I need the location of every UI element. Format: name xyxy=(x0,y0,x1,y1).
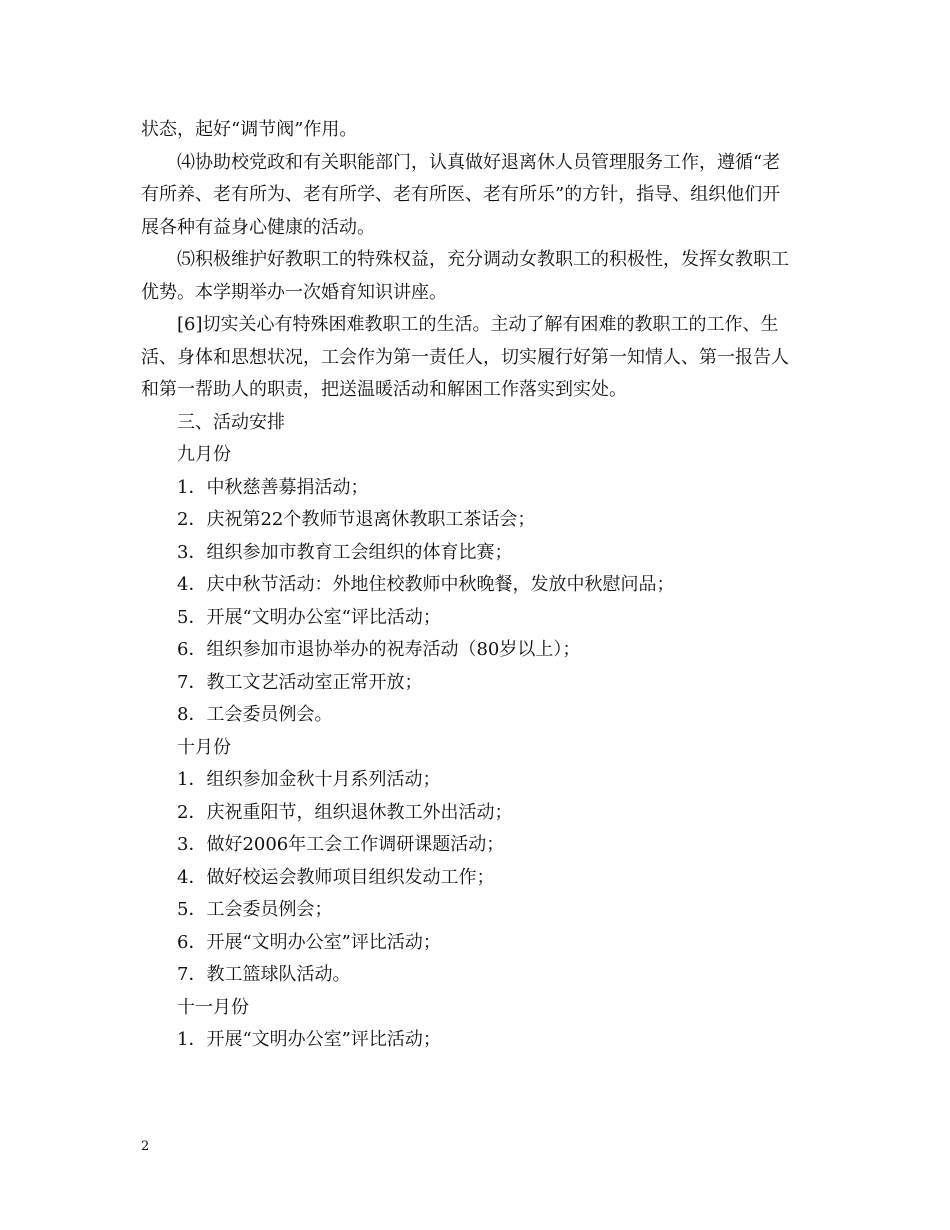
text-line: 有所养、老有所为、老有所学、老有所医、老有所乐”的方针，指导、组织他们开 xyxy=(141,184,781,205)
text-line: 三、活动安排 xyxy=(177,411,285,433)
text-line: 十一月份 xyxy=(177,996,249,1018)
text-line: 1．组织参加金秋十月系列活动； xyxy=(177,769,441,790)
text-line: 8．工会委员例会。 xyxy=(177,704,333,725)
text-line: 3．组织参加市教育工会组织的体育比赛； xyxy=(177,541,513,563)
text-line: 4．庆中秋节活动：外地住校教师中秋晚餐，发放中秋慰问品； xyxy=(177,574,675,595)
text-line: 7．教工篮球队活动。 xyxy=(177,964,351,985)
body-text xyxy=(141,114,813,1057)
text-line: 活、身体和思想状况，工会作为第一责任人，切实履行好第一知情人、第一报告人 xyxy=(141,346,789,368)
text-line: ⑸积极维护好教职工的特殊权益，充分调动女教职工的积极性，发挥女教职工 xyxy=(177,249,789,270)
text-line: 7．教工文艺活动室正常开放； xyxy=(177,671,423,693)
text-line: 4．做好校运会教师项目组织发动工作； xyxy=(177,866,495,888)
text-line: 5．工会委员例会； xyxy=(177,899,333,920)
text-line: 2．庆祝重阳节，组织退休教工外出活动； xyxy=(177,801,513,823)
text-line: 2．庆祝第22个教师节退离休教职工茶话会； xyxy=(177,509,536,530)
text-line: 5．开展“文明办公室“评比活动； xyxy=(177,606,441,628)
text-line: ⑷协助校党政和有关职能部门，认真做好退离休人员管理服务工作，遵循“老 xyxy=(177,151,781,173)
text-line: 展各种有益身心健康的活动。 xyxy=(141,216,375,238)
page-number: 2 xyxy=(141,1139,150,1154)
text-line: 和第一帮助人的职责，把送温暖活动和解困工作落实到实处。 xyxy=(141,379,627,400)
text-line: 6．组织参加市退协举办的祝寿活动（80岁以上）； xyxy=(177,639,581,660)
text-line: 1．中秋慈善募捐活动； xyxy=(177,476,369,498)
text-line: 优势。本学期举办一次婚育知识讲座。 xyxy=(141,281,447,303)
text-line: 十月份 xyxy=(177,736,231,758)
text-line: 3．做好2006年工会工作调研课题活动； xyxy=(177,834,505,855)
text-line: 6．开展“文明办公室”评比活动； xyxy=(177,931,441,953)
text-line: 状态，起好“调节阀”作用。 xyxy=(141,119,358,140)
text-line: 九月份 xyxy=(177,444,231,465)
text-line: 1．开展“文明办公室”评比活动； xyxy=(177,1029,441,1050)
text-line: [6]切实关心有特殊困难教职工的生活。主动了解有困难的教职工的工作、生 xyxy=(177,314,779,335)
